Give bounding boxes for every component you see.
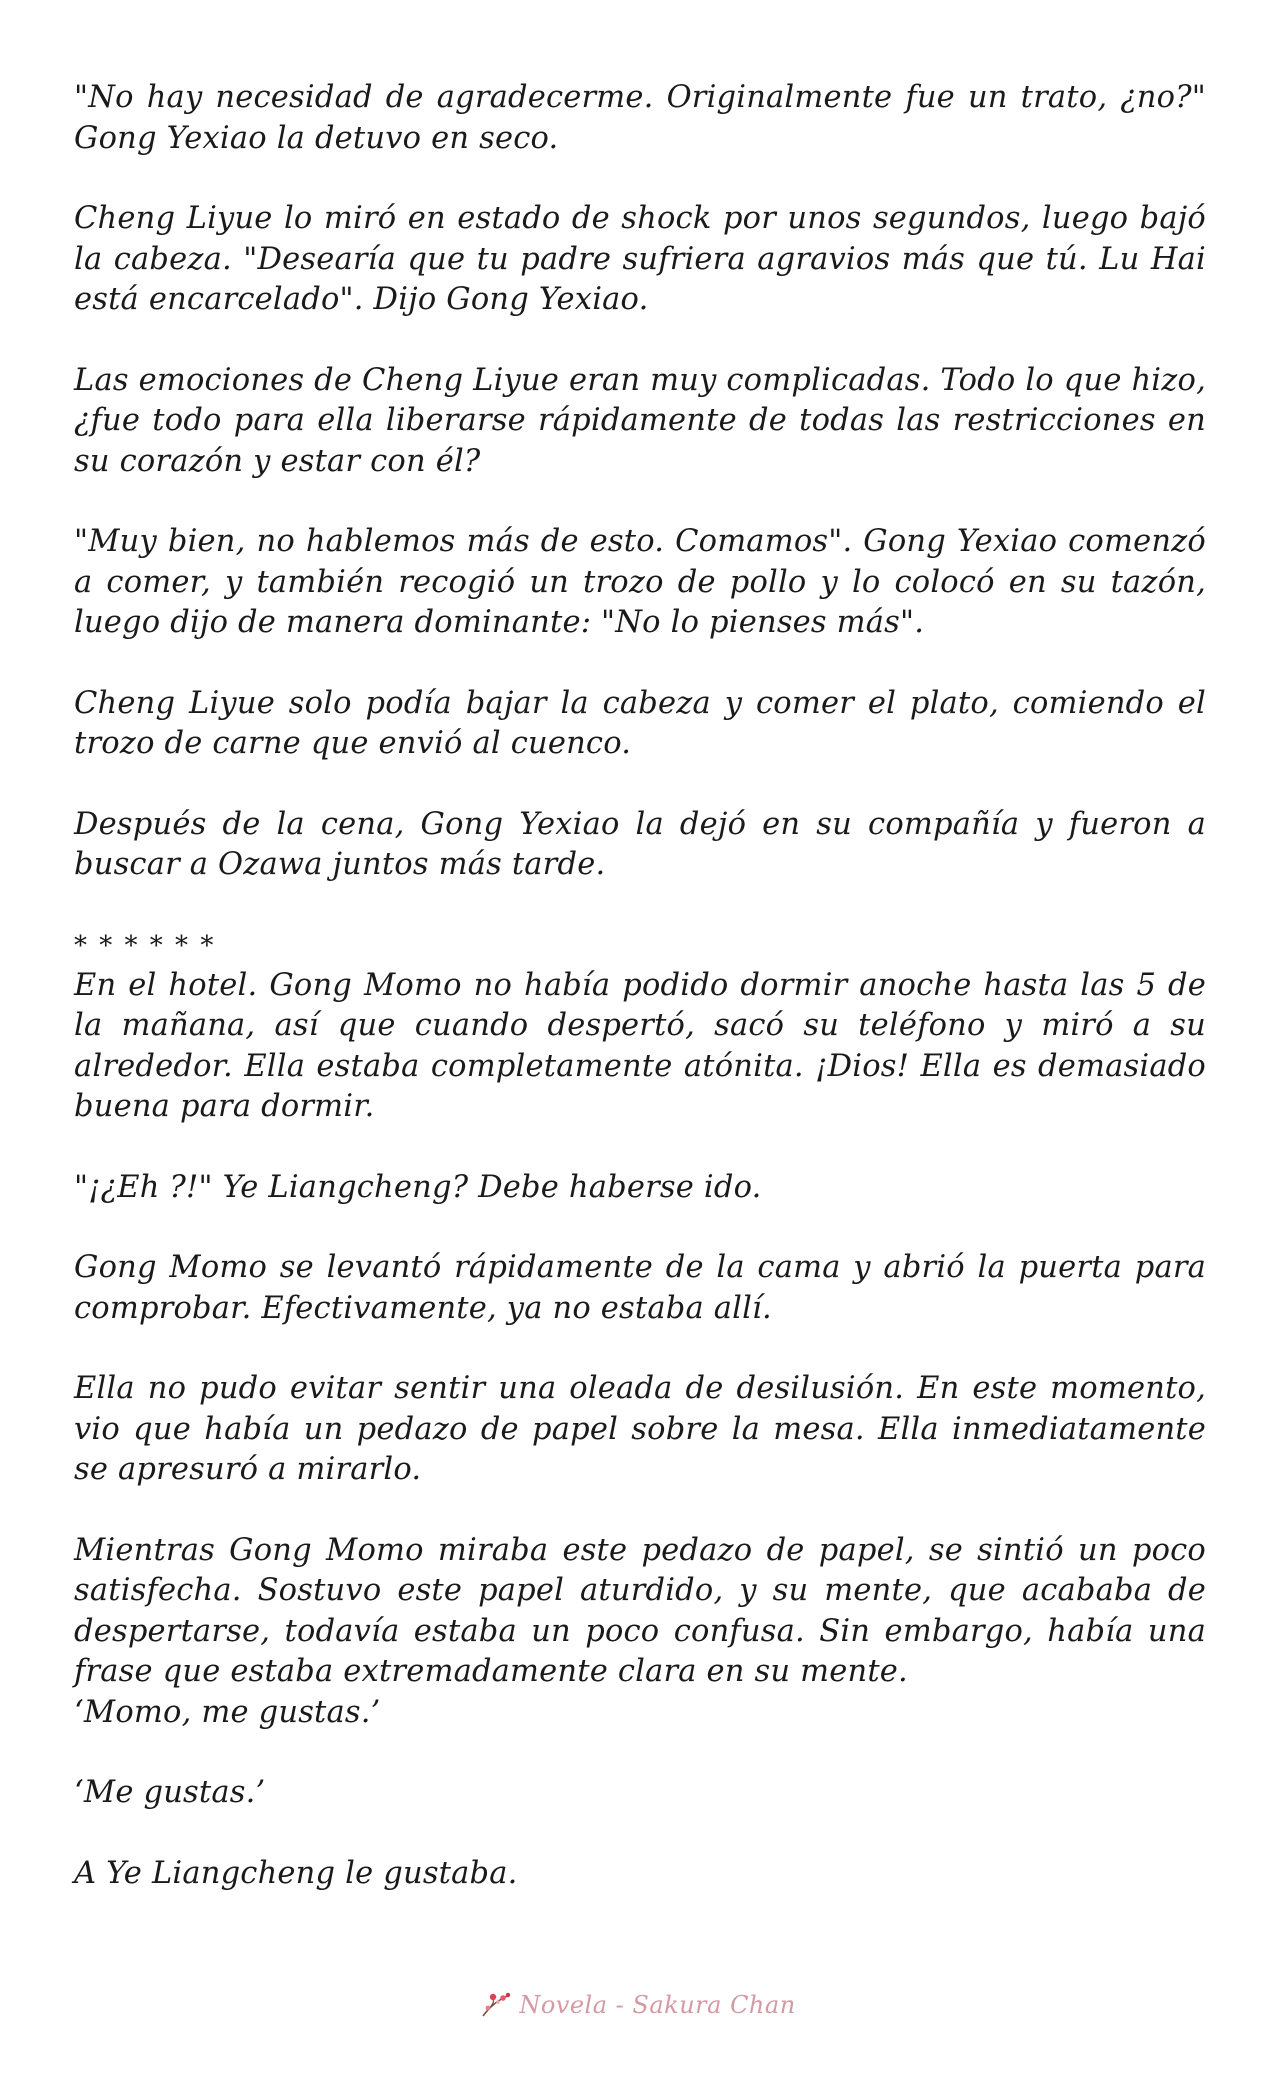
paragraph: Las emociones de Cheng Liyue eran muy complicadas. Todo lo que hizo, ¿fue todo para ella liberarse rápidamente de todas las restricciones en su corazón y estar con él? (74, 362, 1206, 479)
paragraph: Ella no pudo evitar sentir una oleada de desilusión. En este momento, vio que había un pedazo de papel sobre la mesa. Ella inmediatamente se apresuró a mirarlo. (74, 1371, 1206, 1487)
footer-text: Novela - Sakura Chan (519, 1991, 796, 2019)
paragraph: Mientras Gong Momo miraba este pedazo de papel, se sintió un poco satisfecha. Sostuvo este papel aturdido, y su mente, que acababa de despertarse, todavía estaba un poco confusa. Sin embargo, había una frase que estaba extremadamente clara en su mente. (74, 1532, 1206, 1689)
chapter-body (74, 78, 1206, 1934)
footer-brand (479, 1990, 795, 2020)
paragraph: Después de la cena, Gong Yexiao la dejó en su compañía y fueron a buscar a Ozawa juntos más tarde. (74, 806, 1206, 882)
paragraph: En el hotel. Gong Momo no había podido dormir anoche hasta las 5 de la mañana, así que cuando despertó, sacó su teléfono y miró a su alrededor. Ella estaba completamente atónita. ¡Dios! Ella es demasiado buena para dormir. (74, 967, 1206, 1124)
paragraph: "¡¿Eh ?!" Ye Liangcheng? Debe haberse ido. (74, 1169, 762, 1205)
paragraph: ‘Momo, me gustas.’ (74, 1694, 381, 1730)
paragraph: Cheng Liyue lo miró en estado de shock por unos segundos, luego bajó la cabeza. "Desearía que tu padre sufriera agravios más que tú. Lu Hai está encarcelado". Dijo Gong Yexiao. (74, 201, 1206, 317)
paragraph: A Ye Liangcheng le gustaba. (74, 1855, 518, 1891)
paragraph: ‘Me gustas.’ (74, 1775, 266, 1810)
footer (0, 1990, 1275, 2025)
paragraph: Gong Momo se levantó rápidamente de la cama y abrió la puerta para comprobar. Efectivamente, ya no estaba allí. (74, 1250, 1206, 1326)
paragraph: "Muy bien, no hablemos más de esto. Comamos". Gong Yexiao comenzó a comer, y también recogió un trozo de pollo y lo colocó en su tazón, luego dijo de manera dominante: "No lo pienses más". (74, 524, 1206, 640)
scene-separator: * * * * * * (74, 930, 216, 961)
cherry-blossom-icon (479, 1990, 513, 2020)
paragraph: "No hay necesidad de agradecerme. Originalmente fue un trato, ¿no?" Gong Yexiao la detuvo en seco. (74, 80, 1206, 156)
paragraph: Cheng Liyue solo podía bajar la cabeza y comer el plato, comiendo el trozo de carne que envió al cuenco. (74, 685, 1206, 761)
